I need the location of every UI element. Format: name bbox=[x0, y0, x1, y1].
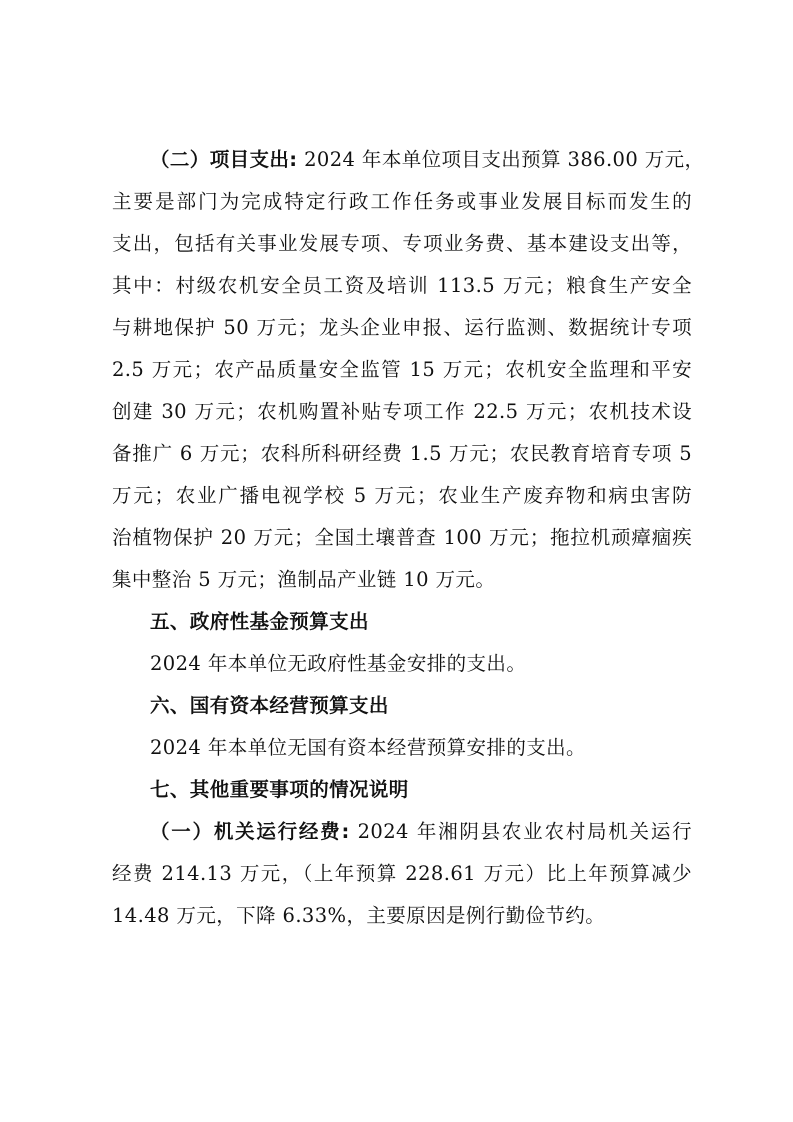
project-expense-line-6: 2.5 万元；农产品质量安全监管 15 万元；农机安全监理和平安 bbox=[112, 358, 692, 381]
project-expense-line-7: 创建 30 万元；农机购置补贴专项工作 22.5 万元；农机技术设 bbox=[112, 400, 692, 423]
project-expense-label: （二）项目支出: bbox=[150, 148, 298, 171]
project-expense-line-2: 主要是部门为完成特定行政工作任务或事业发展目标而发生的 bbox=[112, 190, 692, 213]
project-expense-line-3: 支出，包括有关事业发展专项、专项业务费、基本建设支出等， bbox=[112, 232, 692, 255]
section5-text: 2024 年本单位无政府性基金安排的支出。 bbox=[150, 652, 527, 675]
project-expense-line-8: 备推广 6 万元；农科所科研经费 1.5 万元；农民教育培育专项 5 bbox=[112, 442, 692, 465]
project-expense-line-4: 其中：村级农机安全员工资及培训 113.5 万元；粮食生产安全 bbox=[112, 274, 692, 297]
operating-expense-intro: 2024 年湘阴县农业农村局机关运行 bbox=[349, 820, 692, 843]
operating-expense-label: （一）机关运行经费: bbox=[150, 820, 350, 843]
project-expense-line-5: 与耕地保护 50 万元；龙头企业申报、运行监测、数据统计专项 bbox=[112, 316, 692, 339]
section7-heading: 七、其他重要事项的情况说明 bbox=[150, 778, 409, 801]
project-expense-line-9: 万元；农业广播电视学校 5 万元；农业生产废弃物和病虫害防 bbox=[112, 484, 692, 507]
project-expense-line-1 bbox=[150, 143, 705, 177]
operating-expense-line-1 bbox=[150, 815, 692, 849]
operating-expense-line-3: 14.48 万元，下降 6.33%，主要原因是例行勤俭节约。 bbox=[112, 904, 606, 927]
project-expense-intro: 2024 年本单位项目支出预算 386.00 万元， bbox=[297, 148, 705, 171]
section5-heading: 五、政府性基金预算支出 bbox=[150, 610, 369, 633]
project-expense-line-11: 集中整治 5 万元；渔制品产业链 10 万元。 bbox=[112, 568, 496, 591]
operating-expense-line-2: 经费 214.13 万元，（上年预算 228.61 万元）比上年预算减少 bbox=[112, 862, 692, 885]
project-expense-line-10: 治植物保护 20 万元；全国土壤普查 100 万元；拖拉机顽瘴痼疾 bbox=[112, 526, 692, 549]
section6-heading: 六、国有资本经营预算支出 bbox=[150, 694, 389, 717]
section6-text: 2024 年本单位无国有资本经营预算安排的支出。 bbox=[150, 736, 586, 759]
